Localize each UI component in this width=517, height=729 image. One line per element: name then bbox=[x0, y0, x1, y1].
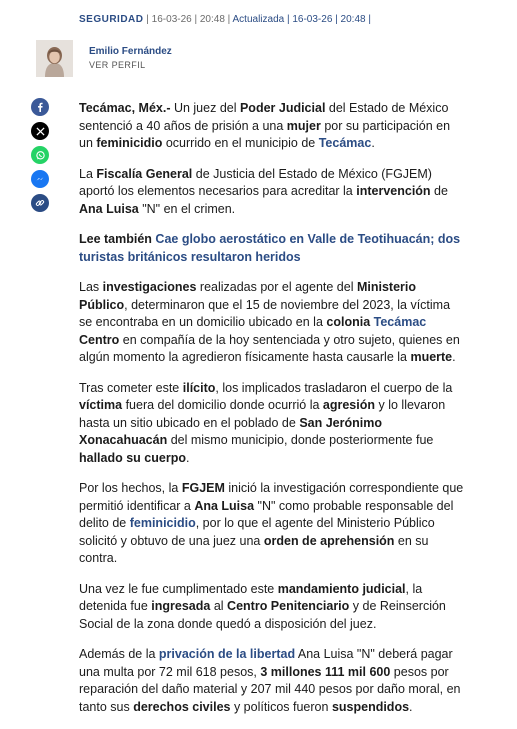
paragraph-7: Además de la privación de la libertad Ana Luisa "N" deberá pagar una multa por 72 mil 618 pesos, 3 millones 111 mil 600 pesos por reparación del daño material y 207 mil 440 pesos por daño moral, en tanto sus derechos civiles y políticos fueron suspendidos. bbox=[79, 647, 461, 714]
avatar[interactable] bbox=[36, 40, 73, 77]
paragraph-6: Una vez le fue cumplimentado este mandamiento judicial, la detenida fue ingresada al Centro Penitenciario y de Reinserción Social de la zona donde quedó a disposición del juez. bbox=[79, 581, 446, 631]
facebook-icon[interactable] bbox=[31, 98, 49, 116]
x-icon[interactable] bbox=[31, 122, 49, 140]
related-lead: Lee también bbox=[79, 232, 152, 246]
view-profile-link[interactable]: VER PERFIL bbox=[89, 60, 146, 70]
paragraph-5: Por los hechos, la FGJEM inició la investigación correspondiente que permitió identificar a Ana Luisa "N" como probable responsable del delito de feminicidio, por lo que el agente del Ministerio Público solicitó y obtuvo de una juez una orden de aprehensión en su contra. bbox=[79, 481, 464, 565]
article-body bbox=[79, 100, 464, 729]
share-bar bbox=[31, 98, 49, 218]
article-meta bbox=[79, 14, 371, 25]
published-date: | 16-03-26 | 20:48 | bbox=[146, 14, 231, 25]
author-name[interactable]: Emilio Fernández bbox=[89, 46, 172, 57]
paragraph-2: La Fiscalía General de Justicia del Estado de México (FGJEM) aportó los elementos necesarios para acreditar la intervención de Ana Luisa "N" en el crimen. bbox=[79, 166, 448, 216]
author-block bbox=[36, 38, 172, 78]
updated-date: Actualizada | 16-03-26 | 20:48 | bbox=[232, 14, 371, 25]
messenger-icon[interactable] bbox=[31, 170, 49, 188]
section-label[interactable]: SEGURIDAD bbox=[79, 14, 144, 25]
tag-link-tecamac-centro[interactable]: Tecámac bbox=[373, 315, 427, 329]
tag-link-feminicidio[interactable]: feminicidio bbox=[129, 516, 196, 530]
tag-link-tecamac[interactable]: Tecámac bbox=[318, 136, 372, 150]
related-article-link[interactable]: Cae globo aerostático en Valle de Teotihuacán; dos turistas británicos resultaron heridos bbox=[79, 232, 461, 264]
paragraph-4: Tras cometer este ilícito, los implicados trasladaron el cuerpo de la víctima fuera del domicilio donde ocurrió la agresión y lo llevaron hasta un sitio ubicado en el poblado de San Jerónimo Xonacahuacán del mismo municipio, donde posteriormente fue hallado su cuerpo. bbox=[79, 380, 453, 465]
related-article bbox=[79, 231, 464, 266]
paragraph-1: Tecámac, Méx.- Un juez del Poder Judicial del Estado de México sentenció a 40 años de prisión a una mujer por su participación en un feminicidio ocurrido en el municipio de Tecámac. bbox=[79, 101, 451, 150]
avatar-image bbox=[36, 40, 73, 77]
tag-link-privacion-libertad[interactable]: privación de la libertad bbox=[158, 647, 296, 661]
paragraph-3: Las investigaciones realizadas por el agente del Ministerio Público, determinaron que el 15 de noviembre del 2023, la víctima se encontraba en un domicilio ubicado en la colonia Tecámac Centro en compañía de la hoy sentenciada y otro sujeto, quienes en algún momento la agredieron físicamente hasta causarle la muerte. bbox=[79, 280, 460, 364]
whatsapp-icon[interactable] bbox=[31, 146, 49, 164]
link-icon[interactable] bbox=[31, 194, 49, 212]
